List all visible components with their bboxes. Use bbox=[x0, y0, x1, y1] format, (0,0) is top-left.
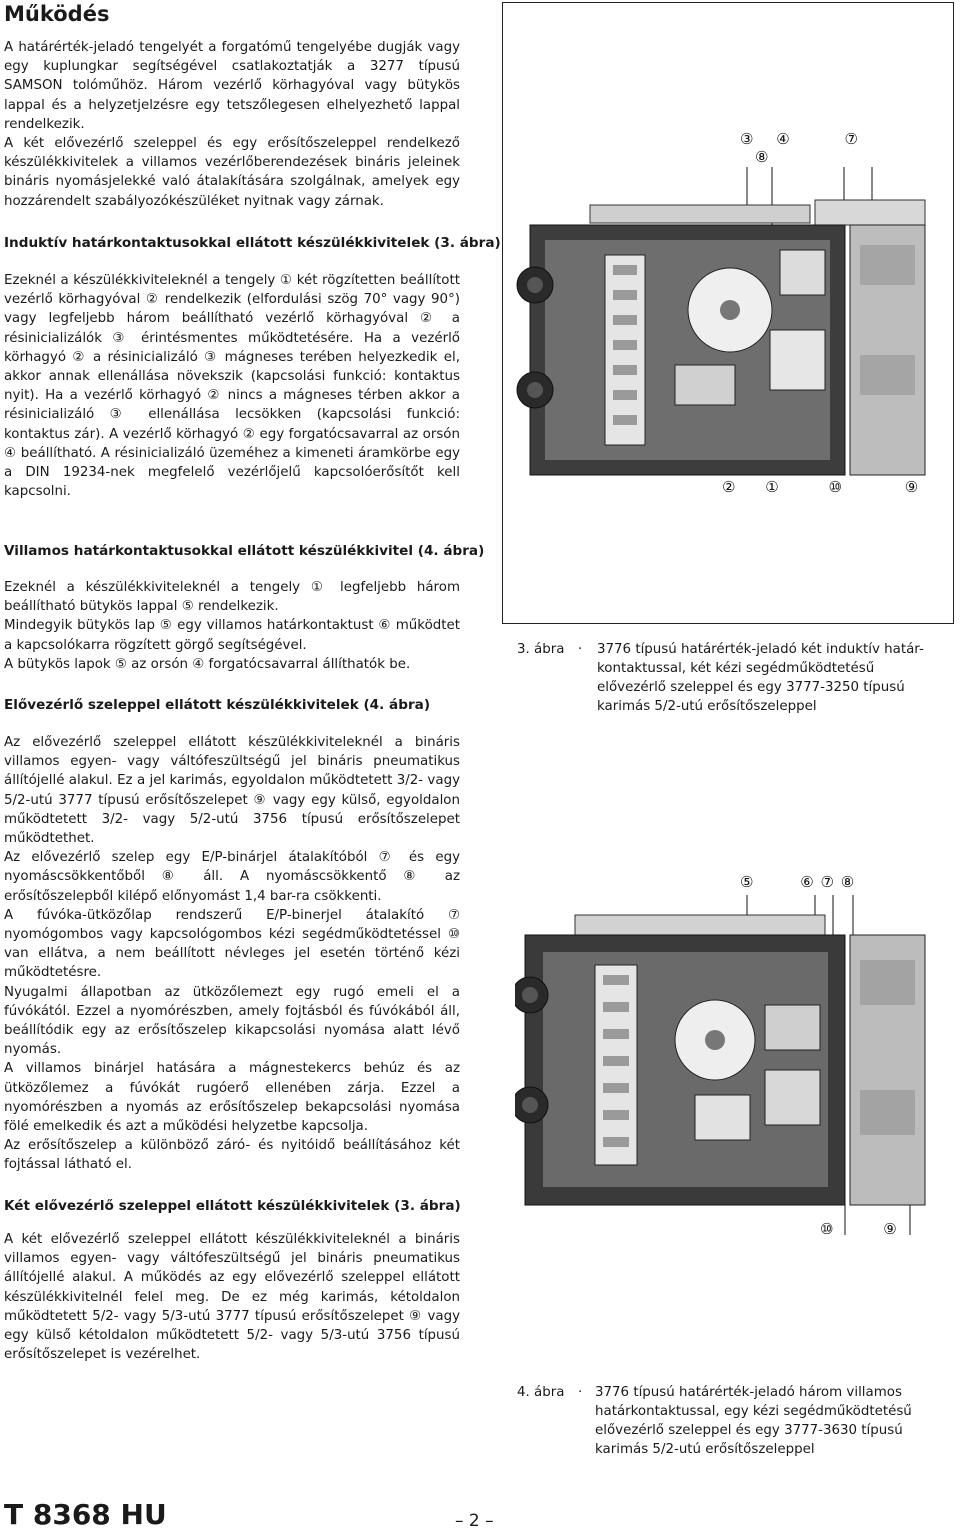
caption-bullet: · bbox=[578, 642, 583, 657]
body-paragraph: Ezeknél a készülékkiviteleknél a tengely ① két rögzítetten beállított vezérlő körhagyóval ② rendelkezik (elfordulási szög 70° vagy 90°) vagy legfeljebb három beállítható vezérlő körhagyóval ② a résinicializálók ③ érintésmentes működtetésére. Ha a vezérlő körhagyó ② a résinicializáló ③ mágneses terében helyezkedik el, akkor annak ellenállása növekszik (kapcsolási funkció: kontaktus nyit). Ha a vezérlő körhagyó ② nincs a mágneses térben akkor a résinicializáló ③ ellenállása lecsökken (kapcsolási funkció: kontaktus zár). A vezérlő körhagyó ② egy forgatócsavarral az orsón ④ beállítható. A résinicializáló üzeméhez a kimeneti áramkörbe egy a DIN 19234-nek megfelelő vezérlőjelű kapcsolóerősítőt kell kapcsolni. bbox=[4, 273, 460, 500]
figure-4-caption-number: 4. ábra bbox=[517, 1385, 565, 1400]
callout-label: ① bbox=[765, 478, 779, 496]
section-heading-electric: Villamos határkontaktusokkal ellátott készülékkivitel (4. ábra) bbox=[4, 543, 485, 559]
section-heading-pilot: Elővezérlő szeleppel ellátott készülékkivitelek (4. ábra) bbox=[4, 697, 431, 713]
figure-4-top-callouts bbox=[740, 873, 870, 891]
body-paragraph: A két elővezérlő szeleppel ellátott készülékkiviteleknél a bináris villamos egyen- vagy váltófeszültségű jel bináris pneumatikus állítójellé alakul. A működés az egy elővezérlő szeleppel ellátott készülékkivitelnél felel meg. De ez még karimás, kétoldalon működtetett 5/2- vagy 5/3-utú 3777 típusú erősítőszelepet ⑨ vagy egy külső kétoldalon működtetett 5/2- vagy 5/3-utú 3756 típusú erősítőszelepet is vezérelhet. bbox=[4, 1232, 460, 1363]
page-number: – 2 – bbox=[455, 1511, 494, 1531]
body-paragraph: A villamos binárjel hatására a mágnestekercs behúz és az ütközőlemez a fúvókát rugóerő ellenében zárja. Ezzel a nyomórészben a nyomás az erősítőszelep bekapcsolási nyomása fölé emelkedik és azt a működési helyzetbe kapcsolja. bbox=[4, 1061, 460, 1135]
callout-label: ⑥ bbox=[800, 873, 814, 891]
intro-block bbox=[4, 38, 460, 211]
caption-bullet: · bbox=[578, 1385, 583, 1400]
section-heading-inductive: Induktív határkontaktusokkal ellátott készülékkivitelek (3. ábra) bbox=[4, 235, 501, 251]
callout-label: ② bbox=[722, 478, 736, 496]
callout-label: ⑦ bbox=[844, 130, 858, 148]
body-paragraph: Ezeknél a készülékkiviteleknél a tengely ① legfeljebb három beállítható bütykös lappal ⑤ rendelkezik. bbox=[4, 580, 460, 615]
figure-4-bottom-callouts bbox=[820, 1220, 930, 1238]
callout-label: ⑩ bbox=[828, 478, 842, 496]
figure-3-caption-number: 3. ábra bbox=[517, 642, 565, 657]
document-code: T 8368 HU bbox=[4, 1498, 167, 1531]
callout-label: ③ bbox=[740, 130, 754, 148]
callout-label: ⑧ bbox=[755, 148, 769, 166]
figure-3-caption: 3776 típusú határérték-jeladó két induktív határ- kontaktussal, két kézi segédműködtetésű elővezérlő szeleppel és egy 3777-3250 típusú karimás 5/2-utú erősítőszeleppel bbox=[597, 642, 924, 714]
body-paragraph: Az elővezérlő szelep egy E/P-binárjel átalakítóból ⑦ és egy nyomáscsökkentőből ⑧ áll. A nyomáscsökkentő ⑧ az erősítőszelepből kilépő előnyomást 1,4 bar-ra csökkenti. bbox=[4, 850, 460, 904]
page-title: Működés bbox=[4, 2, 110, 26]
figure-4-caption: 3776 típusú határérték-jeladó három villamos határkontaktussal, egy kézi segédműködtetésű elővezérlő szeleppel és egy 3777-3630 típusú karimás 5/2-utú erősítőszeleppel bbox=[595, 1385, 912, 1457]
callout-label: ⑤ bbox=[740, 873, 754, 891]
body-paragraph: A fúvóka-ütközőlap rendszerű E/P-binerjel átalakító ⑦ nyomógombos vagy kapcsológombos kézi segédműködtetéssel ⑩ van ellátva, a nem beállított névleges jel esetén történő kézi működtetésre. bbox=[4, 907, 460, 981]
callout-label: ⑧ bbox=[840, 873, 855, 891]
section-heading-two-pilot: Két elővezérlő szeleppel ellátott készülékkivitelek (3. ábra) bbox=[4, 1198, 461, 1214]
figure-3-bottom-callouts bbox=[722, 478, 937, 496]
body-paragraph: Az erősítőszelep a különböző záró- és nyitóidő beállításához két fojtással látható el. bbox=[4, 1138, 460, 1173]
figure-3-illustration bbox=[515, 155, 945, 485]
section-body-pilot bbox=[4, 733, 460, 1175]
figure-4-illustration bbox=[515, 890, 945, 1240]
body-paragraph: Az elővezérlő szeleppel ellátott készülékkiviteleknél a bináris villamos egyen- vagy váltófeszültségű jel bináris pneumatikus állítójellé alakul. Ez a jel karimás, egyoldalon működtetett 3/2- vagy 5/2-utú 3777 típusú erősítőszelepet ⑨ vagy egy külső, egyoldalon működtetett 3/2- vagy 5/2-utú 3756 típusú erősítőszelepet működtethet. bbox=[4, 735, 460, 847]
callout-label: ④ bbox=[776, 130, 790, 148]
callout-label: ⑨ bbox=[883, 1220, 897, 1238]
intro-paragraph: A két elővezérlő szeleppel és egy erősítőszeleppel rendelkező készülékkivitelek a villamos vezérlőberendezések bináris jeleinek bináris nyomásjelekké való átalakítására szolgálnak, amelyek egy hozzárendelt szabályozókészüléket nyitnak vagy zárnak. bbox=[4, 136, 460, 209]
section-body-inductive bbox=[4, 271, 460, 501]
callout-label: ⑨ bbox=[904, 478, 919, 496]
body-paragraph: A bütykös lapok ⑤ az orsón ④ forgatócsavarral állíthatók be. bbox=[4, 656, 411, 672]
callout-label: ⑦ bbox=[820, 873, 834, 891]
section-body-electric bbox=[4, 578, 460, 674]
body-paragraph: Nyugalmi állapotban az ütközőlemezt egy rugó emeli el a fúvókától. Ezzel a nyomórészben, amely fojtásból és fúvókából áll, beállítódik egy az erősítőszelep kikapcsolási nyomása alatt lévő nyomás. bbox=[4, 984, 460, 1058]
intro-paragraph: A határérték-jeladó tengelyét a forgatómű tengelyébe dugják vagy egy kuplungkar segítségével csatlakoztatják a 3277 típusú SAMSON tolóműhöz. Három vezérlő körhagyóval vagy bütykös lappal és a helyzetjelzésre egy tetszőlegesen elhelyezhető lappal rendelkezik. bbox=[4, 40, 460, 132]
body-paragraph: Mindegyik bütykös lap ⑤ egy villamos határkontaktust ⑥ működtet a kapcsolókarra rögzített görgő segítségével. bbox=[4, 618, 460, 653]
callout-label: ⑩ bbox=[820, 1220, 834, 1238]
section-body-two-pilot bbox=[4, 1230, 460, 1364]
